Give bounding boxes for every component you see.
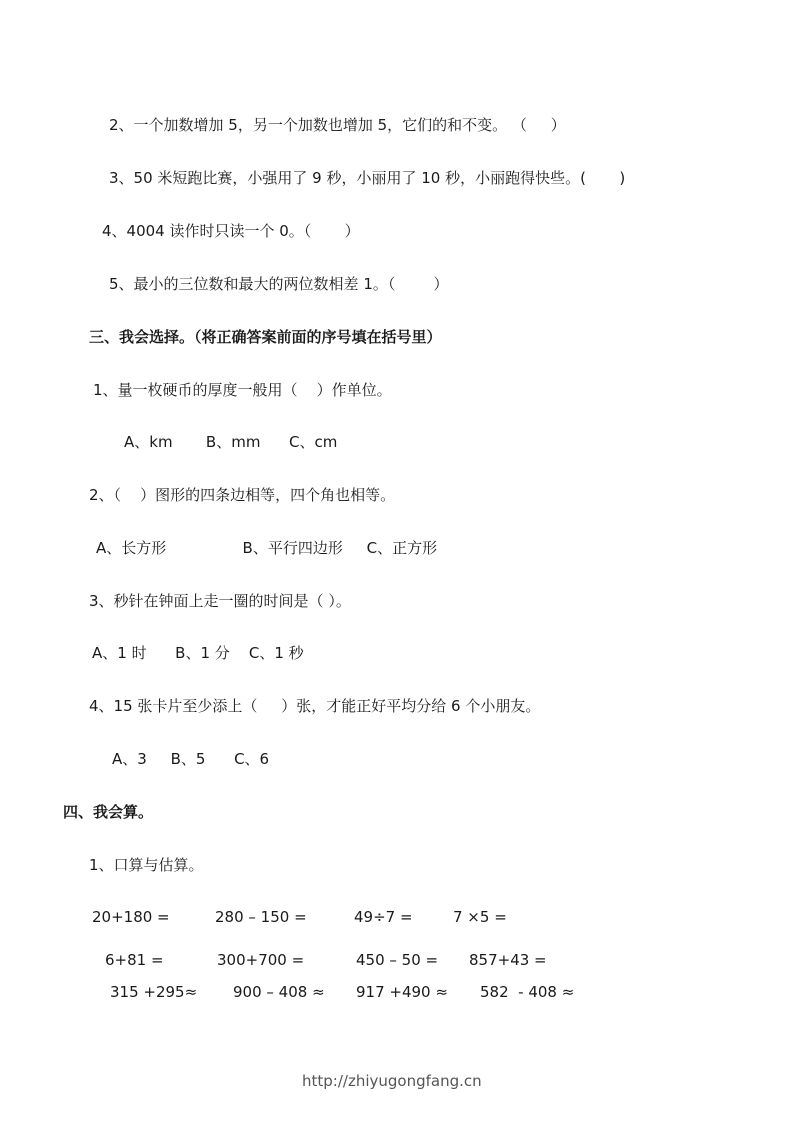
calc-item: 900 – 408 ≈ [233,983,325,1001]
choice-question-3: 3、秒针在钟面上走一圈的时间是（ ）。 [89,592,351,610]
section-choice-heading: 三、我会选择。（将正确答案前面的序号填在括号里） [89,328,442,346]
judge-question-2: 2、一个加数增加 5，另一个加数也增加 5，它们的和不变。 （ ） [109,116,566,134]
calc-row-1 [0,907,793,927]
calc-item: 280 – 150 = [215,908,307,926]
footer-url[interactable]: http://zhiyugongfang.cn [302,1072,482,1090]
calc-subheading-1: 1、口算与估算。 [89,856,204,874]
calc-item: 450 – 50 = [356,951,439,969]
judge-question-3: 3、50 米短跑比赛，小强用了 9 秒，小丽用了 10 秒，小丽跑得快些。( ) [109,169,626,187]
calc-item: 917 +490 ≈ [356,983,448,1001]
judge-question-5: 5、最小的三位数和最大的两位数相差 1。（ ） [109,275,449,293]
choice-question-3-options: A、1 时 B、1 分 C、1 秒 [92,644,304,662]
choice-question-2-options: A、长方形 B、平行四边形 C、正方形 [96,539,438,557]
calc-item: 49÷7 = [354,908,413,926]
calc-row-2 [0,950,793,970]
calc-item: 6+81 = [105,951,164,969]
choice-question-1-options: A、km B、mm C、cm [124,433,338,451]
choice-question-1: 1、量一枚硬币的厚度一般用（ ）作单位。 [93,381,392,399]
choice-question-4: 4、15 张卡片至少添上（ ）张，才能正好平均分给 6 个小朋友。 [89,697,541,715]
calc-item: 300+700 = [217,951,305,969]
choice-question-2: 2、（ ）图形的四条边相等，四个角也相等。 [89,486,396,504]
choice-question-4-options: A、3 B、5 C、6 [112,750,270,768]
calc-row-3 [0,982,793,1002]
calc-item: 20+180 = [92,908,170,926]
calc-item: 857+43 = [469,951,547,969]
calc-item: 7 ×5 = [453,908,507,926]
calc-item: 582 - 408 ≈ [480,983,575,1001]
judge-question-4: 4、4004 读作时只读一个 0。（ ） [102,222,360,240]
section-calc-heading: 四、我会算。 [63,803,154,821]
calc-item: 315 +295≈ [110,983,198,1001]
